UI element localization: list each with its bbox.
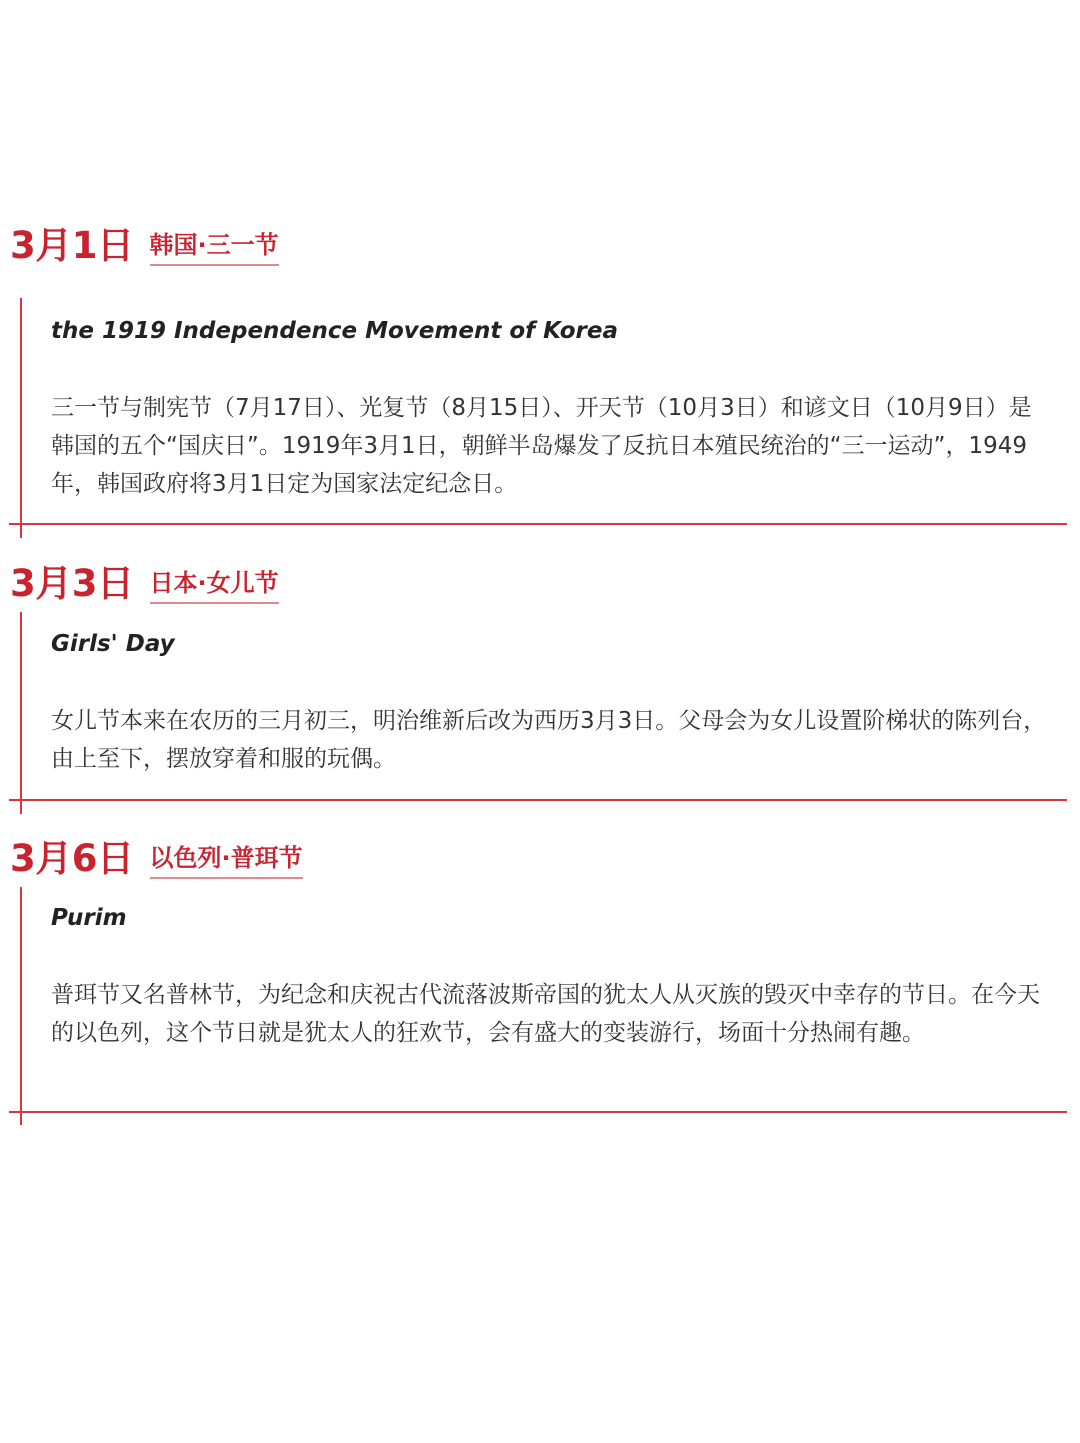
vertical-rule xyxy=(20,612,22,814)
entry-date: 3月3日 xyxy=(10,562,134,605)
entry-description: 三一节与制宪节（7月17日）、光复节（8月15日）、开天节（10月3日）和谚文日（10月9日）是韩国的五个“国庆日”。1919年3月1日，朝鲜半岛爆发了反抗日本殖民统治的“三一运动”，1949年，韩国政府将3月1日定为国家法定纪念日。 xyxy=(51,395,1032,497)
vertical-rule xyxy=(20,887,22,1125)
entry-date: 3月1日 xyxy=(10,224,134,267)
entry-heading xyxy=(10,224,279,268)
horizontal-divider xyxy=(9,523,1067,525)
entry-date: 3月6日 xyxy=(10,837,134,880)
entry-english-title: Purim xyxy=(51,905,127,931)
entry-description: 女儿节本来在农历的三月初三，明治维新后改为西历3月3日。父母会为女儿设置阶梯状的陈列台，由上至下，摆放穿着和服的玩偶。 xyxy=(51,708,1047,772)
entry-english-title: Girls' Day xyxy=(51,631,175,657)
entry-festival-title: 韩国·三一节 xyxy=(150,230,279,266)
entry-heading xyxy=(10,837,303,881)
entry-heading xyxy=(10,562,279,606)
entry-festival-title: 以色列·普珥节 xyxy=(150,843,303,879)
entry-description: 普珥节又名普林节，为纪念和庆祝古代流落波斯帝国的犹太人从灭族的毁灭中幸存的节日。在今天的以色列，这个节日就是犹太人的狂欢节，会有盛大的变装游行，场面十分热闹有趣。 xyxy=(51,982,1040,1046)
entry-festival-title: 日本·女儿节 xyxy=(150,568,279,604)
vertical-rule xyxy=(20,298,22,538)
horizontal-divider xyxy=(9,1111,1067,1113)
entry-english-title: the 1919 Independence Movement of Korea xyxy=(51,318,618,344)
horizontal-divider xyxy=(9,799,1067,801)
